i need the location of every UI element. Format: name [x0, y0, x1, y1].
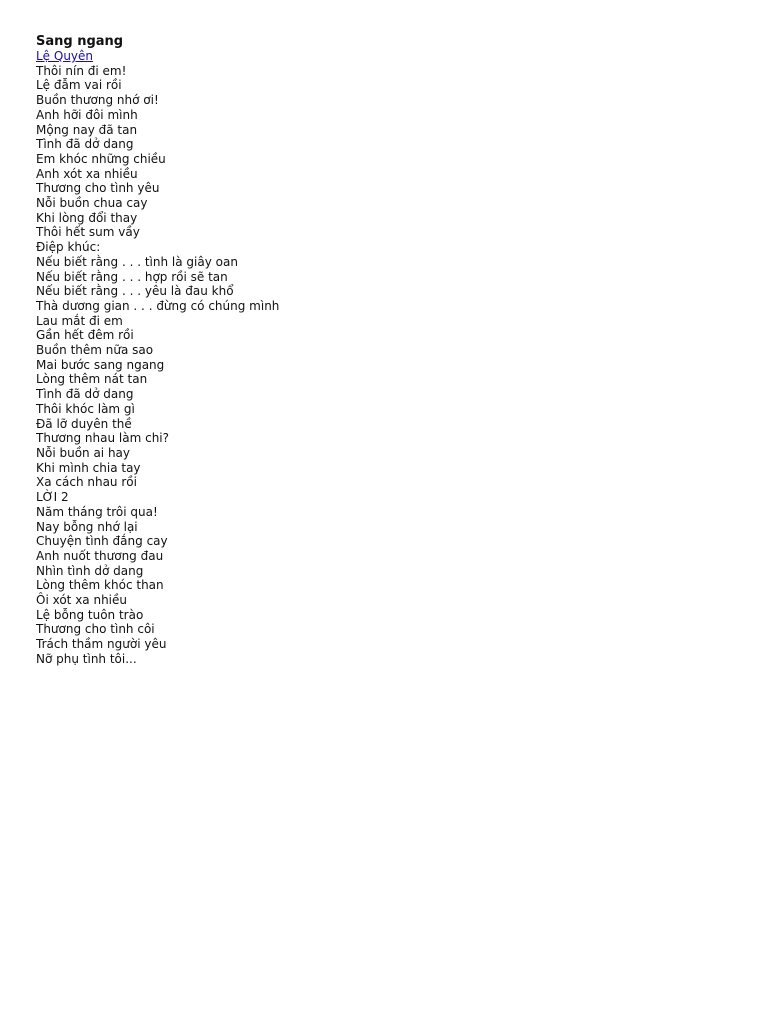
lyric-line: Em khóc những chiều: [36, 151, 166, 166]
lyric-line: Ôi xót xa nhiều: [36, 593, 127, 608]
lyric-line: Buồn thêm nữa sao: [36, 343, 154, 358]
lyric-line: Điệp khúc:: [36, 240, 101, 255]
lyric-line: Lệ bỗng tuôn trào: [36, 607, 144, 622]
lyric-line: Thôi khóc làm gì: [36, 401, 135, 416]
song-title: Sang ngang: [36, 34, 124, 49]
lyric-line: Nỗi buồn chua cay: [36, 196, 148, 211]
lyric-line: Nếu biết rằng . . . yêu là đau khổ: [36, 284, 234, 299]
lyric-line: Nỗi buồn ai hay: [36, 445, 131, 460]
lyric-line: Nếu biết rằng . . . tình là giây oan: [36, 254, 238, 269]
lyric-line: Tình đã dở dang: [36, 387, 134, 402]
lyric-line: Đã lỡ duyên thề: [36, 416, 132, 431]
lyric-line: Tình đã dở dang: [36, 137, 134, 152]
lyric-line: Thương cho tình yêu: [36, 181, 160, 196]
lyric-line: Nỡ phụ tình tôi...: [36, 651, 137, 666]
lyric-line: Nhìn tình dở dang: [36, 563, 144, 578]
lyric-line: Trách thầm người yêu: [36, 637, 167, 652]
lyric-line: Khi lòng đổi thay: [36, 210, 138, 225]
lyrics-list: [36, 64, 736, 667]
lyric-line: LỜI 2: [36, 490, 69, 505]
lyric-line: Anh hỡi đôi mình: [36, 107, 138, 122]
lyric-line: Xa cách nhau rồi: [36, 475, 137, 490]
author-link[interactable]: Lệ Quyên: [36, 49, 94, 63]
lyric-line: Thôi nín đi em!: [36, 63, 127, 78]
lyric-line: Nay bỗng nhớ lại: [36, 519, 138, 534]
lyric-line: Năm tháng trôi qua!: [36, 504, 158, 519]
lyric-line: Lệ đẫm vai rồi: [36, 78, 122, 93]
lyric-line: Thôi hết sum vầy: [36, 225, 140, 240]
lyric-line: Mộng nay đã tan: [36, 122, 138, 137]
lyric-line: Nếu biết rằng . . . hợp rồi sẽ tan: [36, 269, 228, 284]
lyric-line: Khi mình chia tay: [36, 460, 141, 475]
lyric-line: Lau mắt đi em: [36, 313, 123, 328]
lyric-line: Anh nuốt thương đau: [36, 548, 164, 563]
lyric-line: Buồn thương nhớ ơi!: [36, 93, 159, 108]
lyric-line: Chuyện tình đắng cay: [36, 534, 168, 549]
lyric-line: Thương nhau làm chi?: [36, 431, 170, 446]
document-body: [36, 34, 736, 667]
lyric-line: Thương cho tình côi: [36, 622, 155, 637]
lyric-line: Gần hết đêm rồi: [36, 328, 134, 343]
lyric-line: Mai bước sang ngang: [36, 357, 165, 372]
lyric-line: Thà dương gian . . . đừng có chúng mình: [36, 298, 280, 313]
lyric-line: Anh xót xa nhiều: [36, 166, 138, 181]
lyric-line: Lòng thêm nát tan: [36, 372, 148, 387]
lyric-line: Lòng thêm khóc than: [36, 578, 164, 593]
